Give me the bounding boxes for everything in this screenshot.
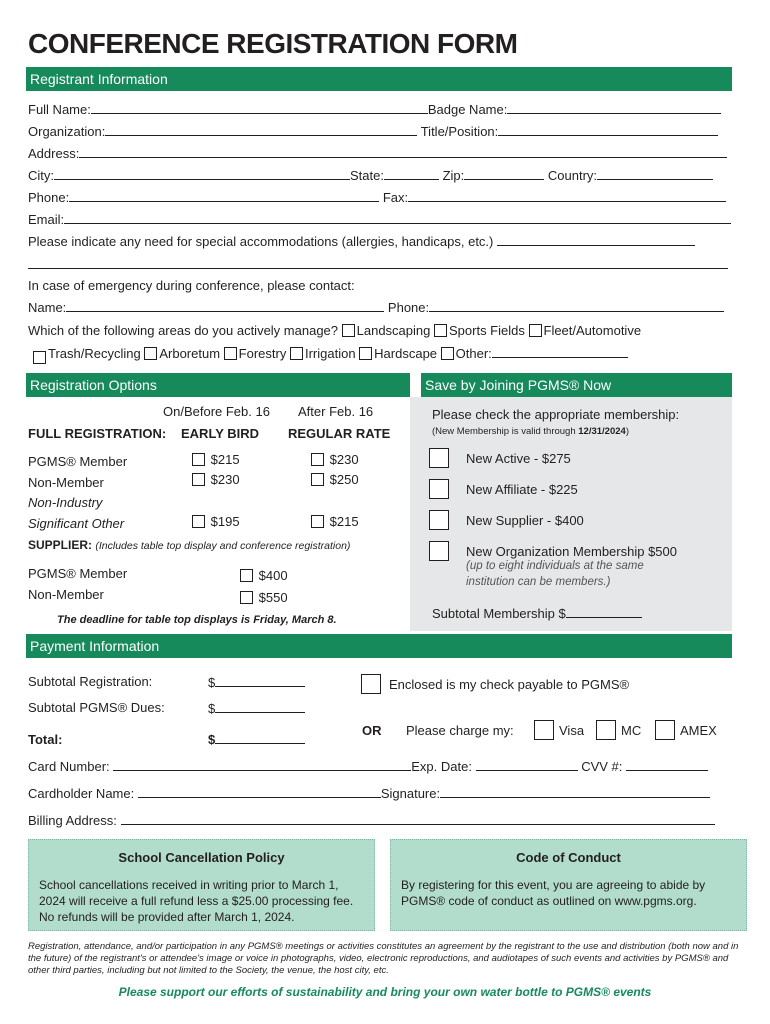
checkbox-member-regular[interactable]	[311, 453, 324, 466]
checkbox-trash[interactable]	[33, 351, 46, 364]
membership-supplier-label: New Supplier - $400	[466, 513, 584, 528]
section-header-payment: Payment Information	[26, 634, 732, 658]
cvv-field[interactable]	[626, 759, 708, 771]
card-number-field[interactable]	[113, 759, 411, 771]
conduct-box	[390, 839, 747, 931]
accommodations-row: Please indicate any need for special accommodations (allergies, handicaps, etc.)	[28, 233, 695, 251]
checkbox-landscaping[interactable]	[342, 324, 355, 337]
billing-field[interactable]	[121, 813, 715, 825]
cancellation-text: School cancellations received in writing prior to March 1, 2024 will receive a full refund less a $25.00 processing fee. No refunds will be provided after March 1, 2024.	[39, 878, 354, 924]
checkbox-supplier-member[interactable]	[240, 569, 253, 582]
phone-field[interactable]	[69, 190, 379, 202]
regular-date-label: After Feb. 16	[298, 404, 374, 419]
or-label: OR	[362, 723, 382, 738]
emergency-name-field[interactable]	[66, 300, 384, 312]
checkbox-hardscape[interactable]	[359, 347, 372, 360]
total-field[interactable]	[215, 732, 305, 744]
conduct-text: By registering for this event, you are agreeing to abide by PGMS® code of conduct as outlined on www.pgms.org.	[401, 878, 706, 908]
membership-org-label: New Organization Membership $500	[466, 544, 677, 559]
state-field[interactable]	[384, 168, 439, 180]
checkbox-nonindustry-early[interactable]	[192, 515, 205, 528]
visa-option	[534, 720, 554, 743]
signature-field[interactable]	[440, 786, 710, 798]
membership-active-label: New Active - $275	[466, 451, 571, 466]
checkbox-nonmember-early[interactable]	[192, 473, 205, 486]
membership-org-note-2: institution can be members.)	[466, 576, 611, 588]
cardholder-field[interactable]	[138, 786, 381, 798]
title-field[interactable]	[498, 124, 718, 136]
amex-label: AMEX	[680, 723, 717, 738]
areas-row-1: Which of the following areas do you actively manage? Landscaping Sports Fields Fleet/Automotive	[28, 323, 642, 338]
membership-affiliate-label: New Affiliate - $225	[466, 482, 578, 497]
full-registration-label: FULL REGISTRATION:	[28, 426, 167, 441]
subtotal-dues-label: Subtotal PGMS® Dues:	[28, 700, 165, 715]
country-field[interactable]	[597, 168, 713, 180]
full-name-row: Full Name: Badge Name:	[28, 101, 721, 119]
organization-row: Organization: Title/Position:	[28, 123, 718, 141]
cancellation-policy-box	[28, 839, 375, 931]
nonmember-regular-option: $250	[311, 472, 359, 487]
significant-other-label: Significant Other	[28, 516, 125, 531]
checkbox-mc[interactable]	[596, 720, 616, 740]
membership-org-note-1: (up to eight individuals at the same	[466, 560, 644, 572]
email-row: Email:	[28, 211, 731, 229]
nonmember-label: Non-Member	[28, 475, 104, 490]
member-regular-option: $230	[311, 452, 359, 467]
total-label: Total:	[28, 732, 63, 747]
checkbox-other[interactable]	[441, 347, 454, 360]
mc-option	[596, 720, 616, 743]
checkbox-nonmember-regular[interactable]	[311, 473, 324, 486]
membership-active-option	[429, 448, 449, 471]
nonindustry-label: Non-Industry	[28, 495, 103, 510]
section-header-membership: Save by Joining PGMS® Now	[421, 373, 732, 397]
supplier-nonmember-label: Non-Member	[28, 587, 104, 602]
membership-subtotal-field[interactable]	[566, 606, 642, 618]
nonindustry-early-option: $195	[192, 514, 240, 529]
checkbox-visa[interactable]	[534, 720, 554, 740]
address-field[interactable]	[79, 146, 727, 158]
cardholder-row: Cardholder Name: Signature:	[28, 785, 710, 803]
checkbox-supplier-nonmember[interactable]	[240, 591, 253, 604]
membership-supplier-option	[429, 510, 449, 533]
emergency-heading: In case of emergency during conference, please contact:	[28, 278, 355, 293]
full-name-field[interactable]	[91, 102, 428, 114]
city-field[interactable]	[54, 168, 350, 180]
emergency-row: Name: Phone:	[28, 299, 724, 317]
badge-name-field[interactable]	[507, 102, 721, 114]
membership-subtotal: Subtotal Membership $	[432, 606, 642, 621]
charge-label: Please charge my:	[406, 723, 514, 738]
fax-field[interactable]	[408, 190, 726, 202]
cancellation-title: School Cancellation Policy	[118, 850, 285, 865]
address-row: Address:	[28, 145, 727, 163]
subtotal-registration-amount: $	[208, 675, 305, 690]
membership-org-option	[429, 541, 449, 564]
checkbox-forestry[interactable]	[224, 347, 237, 360]
organization-field[interactable]	[105, 124, 417, 136]
checkbox-new-affiliate[interactable]	[429, 479, 449, 499]
section-header-registrant: Registrant Information	[26, 67, 732, 91]
nonmember-early-option: $230	[192, 472, 240, 487]
amex-option	[655, 720, 675, 743]
checkbox-irrigation[interactable]	[290, 347, 303, 360]
email-field[interactable]	[64, 212, 731, 224]
checkbox-fleet[interactable]	[529, 324, 542, 337]
early-date-label: On/Before Feb. 16	[163, 404, 270, 419]
subtotal-dues-amount: $	[208, 701, 305, 716]
nonindustry-regular-option: $215	[311, 514, 359, 529]
check-label: Enclosed is my check payable to PGMS®	[389, 677, 630, 692]
supplier-nonmember-option: $550	[240, 590, 288, 605]
deadline-note: The deadline for table top displays is Friday, March 8.	[57, 614, 337, 626]
disclaimer: Registration, attendance, and/or participation in any PGMS® meetings or activities constitutes an agreement by the registrant to the use and distribution (both now and in the future) of the registrant's or attendee's image or voice in photographs, video, electronic reproductions, and audiotapes of such events and activities by PGMS® and other third parties, including but not limited to the Society, the venue, the host city, etc.	[28, 941, 739, 976]
check-option	[361, 674, 381, 697]
exp-date-field[interactable]	[476, 759, 578, 771]
checkbox-arboretum[interactable]	[144, 347, 157, 360]
checkbox-nonindustry-regular[interactable]	[311, 515, 324, 528]
early-bird-label: EARLY BIRD	[181, 426, 260, 441]
membership-instruction: Please check the appropriate membership:	[432, 407, 680, 422]
section-header-registration: Registration Options	[26, 373, 410, 397]
checkbox-new-active[interactable]	[429, 448, 449, 468]
accommodations-field[interactable]	[497, 234, 695, 246]
checkbox-member-early[interactable]	[192, 453, 205, 466]
sustainability-note: Please support our efforts of sustainability and bring your own water bottle to PGMS® events	[118, 985, 652, 999]
phone-row: Phone: Fax:	[28, 189, 726, 207]
checkbox-new-organization[interactable]	[429, 541, 449, 561]
total-amount: $	[208, 732, 305, 747]
conduct-title: Code of Conduct	[516, 850, 621, 865]
membership-valid-note: (New Membership is valid through 12/31/2024)	[432, 426, 629, 437]
checkbox-sports-fields[interactable]	[434, 324, 447, 337]
membership-affiliate-option	[429, 479, 449, 502]
mc-label: MC	[621, 723, 642, 738]
checkbox-enclosed-check[interactable]	[361, 674, 381, 694]
visa-label: Visa	[559, 723, 585, 738]
subtotal-registration-label: Subtotal Registration:	[28, 674, 153, 689]
member-early-option: $215	[192, 452, 240, 467]
page-title: CONFERENCE REGISTRATION FORM	[28, 28, 518, 59]
subtotal-dues-field[interactable]	[215, 701, 305, 713]
regular-rate-label: REGULAR RATE	[288, 426, 391, 441]
billing-row: Billing Address:	[28, 812, 715, 830]
checkbox-amex[interactable]	[655, 720, 675, 740]
supplier-member-label: PGMS® Member	[28, 566, 128, 581]
subtotal-registration-field[interactable]	[215, 675, 305, 687]
supplier-heading: SUPPLIER: (Includes table top display and conference registration)	[28, 538, 351, 552]
member-label: PGMS® Member	[28, 454, 128, 469]
areas-row-2: Trash/Recycling Arboretum Forestry Irrigation Hardscape Other:	[33, 345, 628, 363]
emergency-phone-field[interactable]	[429, 300, 724, 312]
card-number-row: Card Number: Exp. Date: CVV #:	[28, 758, 708, 776]
accommodations-field-2[interactable]	[28, 256, 728, 269]
zip-field[interactable]	[464, 168, 544, 180]
city-row: City: State: Zip: Country:	[28, 167, 713, 185]
other-field[interactable]	[492, 346, 628, 358]
checkbox-new-supplier[interactable]	[429, 510, 449, 530]
supplier-member-option: $400	[240, 568, 288, 583]
